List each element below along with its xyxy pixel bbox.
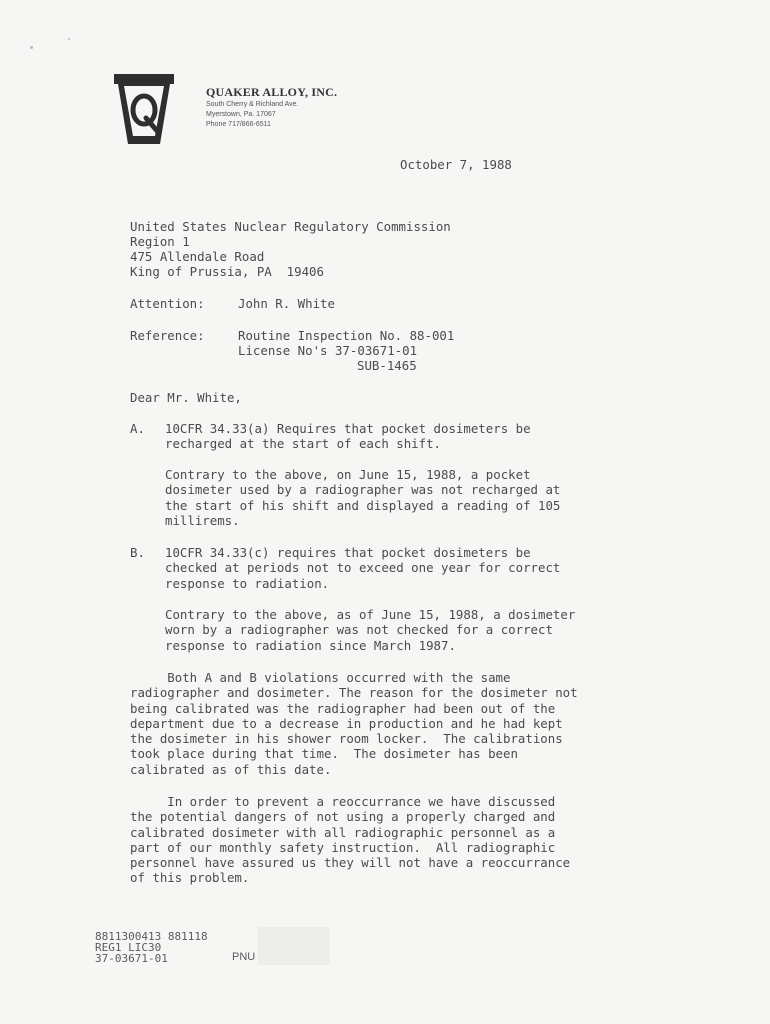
letter-date: October 7, 1988 [400,157,512,172]
recipient-line: King of Prussia, PA 19406 [130,264,324,279]
keystone-q-logo-icon [108,72,180,148]
recipient-line: 475 Allendale Road [130,249,265,264]
scan-speck [30,46,33,49]
scan-speck [68,38,70,40]
item-b-marker: B. [130,545,145,560]
footer-code-line: REG1 LIC30 [95,941,162,954]
footer-code-line: 8811300413 881118 [95,930,208,943]
company-address-line: South Cherry & Richland Ave. [206,101,299,108]
company-address-line: Myerstown, Pa. 17067 [206,111,276,118]
company-block [206,85,337,130]
attention-value: John R. White [238,296,335,311]
company-name: QUAKER ALLOY, INC. [206,85,338,99]
reference-line: SUB-1465 [357,358,417,373]
footer-stamp: PNU [232,951,256,963]
attention-label: Attention: [130,296,205,311]
body-paragraph: Both A and B violations occurred with the same radiographer and dosimeter. The reason for the dosimeter not being calibrated was the radiographer had been out of the department due to a decrease in production and he had kept the dosimeter in his shower room locker. The calibrations took place during that time. The dosimeter has been calibrated as of this date. [130,670,578,777]
reference-line: Routine Inspection No. 88-001 [238,328,455,343]
item-a-requirement: 10CFR 34.33(a) Requires that pocket dosimeters be recharged at the start of each shift. [165,421,531,452]
item-a-marker: A. [130,421,145,436]
company-phone: Phone 717/866-6511 [206,121,271,128]
item-b-requirement: 10CFR 34.33(c) requires that pocket dosimeters be checked at periods not to exceed one year for correct response to radiation. [165,545,561,591]
item-a-finding: Contrary to the above, on June 15, 1988, a pocket dosimeter used by a radiographer was not recharged at the start of his shift and displayed a reading of 105 millirems. [165,467,561,528]
reference-label: Reference: [130,328,205,343]
recipient-line: Region 1 [130,234,190,249]
body-paragraph: In order to prevent a reoccurrance we have discussed the potential dangers of not using a properly charged and calibrated dosimeter with all radiographic personnel as a part of our monthly safety instruction. All radiographic personnel have assured us they will not have a reoccurrance of this problem. [130,794,571,886]
item-b-finding: Contrary to the above, as of June 15, 1988, a dosimeter worn by a radiographer was not checked for a correct response to radiation since March 1987. [165,607,576,653]
footer-code-line: 37-03671-01 [95,952,168,965]
stamp-shade [258,927,330,965]
salutation: Dear Mr. White, [130,390,242,405]
reference-line: License No's 37-03671-01 [238,343,418,358]
recipient-line: United States Nuclear Regulatory Commission [130,219,451,234]
